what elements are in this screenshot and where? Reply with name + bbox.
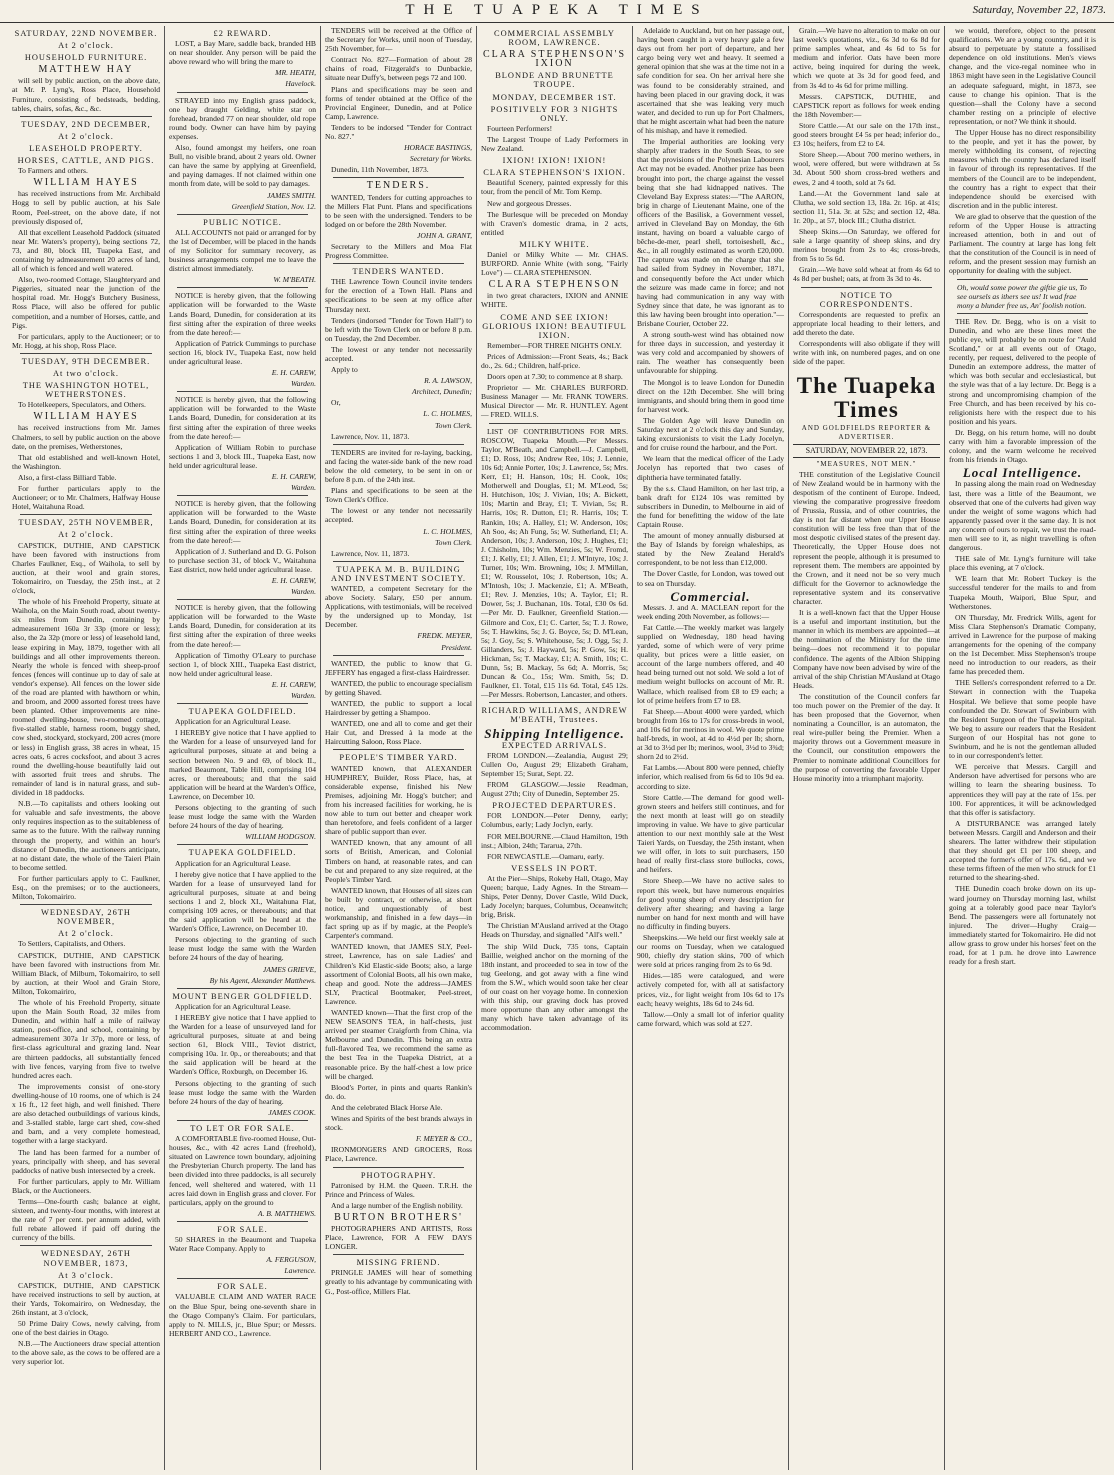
paragraph: Hides.—185 were catalogued, and were actively competed for, with all at satisfactory prices, viz., for light weight from 10s 6d to 17s each; heavy weights, 18s 6d to 24s 6d. — [637, 971, 784, 1008]
signature: JAMES COOK. — [268, 1107, 316, 1117]
paragraph: PHOTOGRAPHERS AND ARTISTS, Ross Place, Lawrence, FOR A FEW DAYS LONGER. — [325, 1223, 472, 1252]
paragraph: Correspondents will also obligate if they will write with ink, on numbered pages, and on one side of the paper. — [793, 339, 940, 367]
heading: TENDERS WANTED. — [352, 267, 445, 277]
paragraph: Fat Sheep.—About 4000 were yarded, which brought from 16s to 17s for cross-breds in wool, and 10s 6d for merinos in wool. We quote prime half-breds, in wool, at 4d to 4½d per lb; shorn, at 3d to 3½d per lb; merinos, wool, 3½d to 3¾d; shorn 2d to 2½d. — [637, 706, 785, 762]
divider — [20, 1245, 152, 1246]
paragraph: The Mongol is to leave London for Dunedin direct on the 12th December. She will bring immigrants, and should bring them in good time for harvest work. — [637, 377, 784, 414]
signature: Town Clerk. — [435, 537, 472, 547]
heading: MONDAY, DECEMBER 1ST. — [492, 92, 617, 102]
heading: MILKY WHITE. — [519, 239, 590, 249]
paragraph: Adelaide to Auckland, but on her passage out, having been caught in a very heavy gale a few days out from her port of departure, and her cargo being very wet and heavy. It seemed a general opinion that she was at the time not in a safe condition for sea. On her arrival here she was found to be considerably strained, and having been placed in our graving dock, it was ascertained that she was leaking very much water, and decided to run up for Port Chalmers, that he might ascertain what had been the nature of his mishap, and have it remedied. — [637, 26, 784, 136]
paragraph: Plans and specifications may be seen and forms of tender obtained at the Office of the Provincial Engineer, Dunedin, and at Police Camp, Lawrence. — [325, 84, 472, 121]
paragraph: THE Dunedin coach broke down on its up-ward journey on Thursday morning last, whilst going at a tolerably good pace near Taylor's Bend. The passengers were all fortunately not injured. The driver—Hughy Craig—immediately started for Tokomairiro. He did not allow grass to grow under his horses' feet on the road, for at 1 p.m. he drove into Lawrence ready for a fresh start. — [949, 884, 1096, 967]
heading: FOR SALE. — [217, 1224, 268, 1234]
heading: At 2 o'clock. — [58, 530, 114, 540]
signature: Architect, Dunedin; — [411, 387, 472, 397]
paragraph: Application for an Agricultural Lease. — [175, 858, 291, 868]
heading: TUESDAY, 25TH NOVEMBER, — [18, 518, 154, 528]
heading: TUAPEKA GOLDFIELD. — [188, 848, 297, 858]
column-2 — [164, 26, 320, 1470]
paragraph: The amount of money annually disbursed at the Bay of Islands by foreign whaleships, as stated by the New Zealand Herald's correspondent, to be not less than £12,000. — [637, 531, 784, 568]
paragraph: In passing along the main road on Wednesday last, there was a little of the Beaumont, we observed that one of the culverts had given way under the weight of some wagons which had apparently passed over it the same day. It is not any concern of ours to repair, we trust the road-men will see to it, as night travelling is often dangerous. — [949, 479, 1096, 553]
paragraph: Also, found amongst my heifers, one roan Bull, no visible brand, about 2 years old. Owner can have the same by applying at Greenfield, and paying damages. If not claimed within one month from date, will be sold to pay damages. — [169, 143, 316, 189]
paragraph: The land has been farmed for a number of years, principally with sheep, and has several paddocks of native bush intersected by a creek. — [12, 1147, 160, 1175]
heading: VESSELS IN PORT. — [511, 863, 598, 873]
display-heading: CLARA STEPHENSON — [488, 279, 621, 291]
heading: WEDNESDAY, 26TH NOVEMBER, — [41, 908, 131, 927]
paragraph: 50 Prime Dairy Cows, newly calving, from one of the best dairies in Otago. — [12, 1319, 160, 1338]
heading: PHOTOGRAPHY. — [360, 1170, 437, 1180]
heading: At 2 o'clock. — [58, 41, 114, 51]
divider — [333, 263, 464, 264]
paragraph: Grain.—We have no alteration to make on our last week's quotations, viz., 6s 3d to 6s 8d for prime samples wheat, and 4s 6d to 5s for medium and inferior. Oats have been more active, being inquired for during the week, which we quote at 3s 3d for good feed, and from 3s 4d to 4s 6d for prime milling. — [793, 26, 940, 90]
paragraph: The Christian M'Ausland arrived at the Otago Heads on Thursday, and signalled "All's well." — [481, 921, 628, 940]
paragraph: To Hotelkeepers, Speculators, and Others. — [18, 400, 146, 410]
paragraph: TENDERS will be received at the Office of the Secretary for Works, until noon of Tuesday, 25th November, for— — [325, 26, 472, 54]
divider — [177, 495, 308, 496]
paragraph: Fat Lambs.—About 800 were penned, chiefly inferior, which realised from 6s 6d to 10s 9d ea. according to size. — [637, 763, 784, 791]
heading: WEDNESDAY, 26TH NOVEMBER, 1873, — [41, 1249, 131, 1268]
paragraph: Persons objecting to the granting of such lease must lodge the same with the Warden before 24 hours of the day of hearing. — [169, 803, 316, 831]
heading: HOUSEHOLD FURNITURE. — [24, 53, 148, 63]
newspaper-title: THE TUAPEKA TIMES — [405, 2, 709, 18]
signature: L. C. HOLMES, — [423, 526, 472, 536]
paragraph: TENDERS are invited for re-laying, backing, and facing the water-side bank of the new road below the old cemetery, to be sent in on or before 8 p.m. of the 24th inst. — [325, 447, 472, 485]
heading: HORSES, CATTLE, AND PIGS. — [17, 156, 155, 166]
paragraph: LIST OF CONTRIBUTIONS FOR MRS. ROSCOW, Tuapeka Mouth.—Per Messrs. Taylor, M'Beath, and Campbell.—J. Campbell, £1; D. Ross, 10s; Andrew Ree, 10s; J. Lennie, 10s 6d; Annie Porter, 10s; J. Lawrence, 5s; Mrs. Kerr, £1; H. Hanson, 10s; H. Cook, 10s; Motherwell and Douglas, £1; M. M'Leod, 5s; H. Hutchison, 10s; J. Vivian, 10s; A. Bickett, 10s; Martin and Bray, £1; T. Vivian, 5s; R. Harris, 10s; R. Dutton, £1; R. Harris, 10s; T. Rankin, 10s; A. Halley, £1; W. Anderson, 10s; Ah Soo, 4s; Ah Fung, 5s; W. Sutherland, £1; A. Anderson, 10s; J. Anderson, 10s; J. Hughes, £1; J. Chisholm, 10s; Wm. Menzies, 5s; W. Fromd, £1; J. Kelly, £1; J. Allen, £1; J. M'Intyre, 10s; J. Turner, 10s; Wm. Browning, 10s; J. M'Millan, £1; W. Rousselot, 10s; J. Robertson, 10s; A. M'Intosh, 10s; J. Mackenzie, £1; A. M'Beath, £1; Rev. J. Menzies, 10s; A. Taylor, £1; R. Dower, 5s; J. Buchanan, 10s. Total, £30 0s 6d.—Per Mr. D. Faulkner, Greenfield Station.—Gilmore and Cox, £1; C. Carter, 5s; T. J. Rowe, 5s; T. Hawkins, 5s; J. G. Boyce, 5s; D. M'Lean, 5s; J. Goy, 5s; S. Whitehouse, 5s; J. Ogg, 5s; J. Gillanders, 5s; J. Hayward, 5s; P. Gow, 5s; H. Hickman, 5s; T. Mackay, £1; A. Smith, 10s; C. Dunn, 5s; B. Mackay, 5s 6d; A. Morris, 5s; Duncan & Co., 15s; Wm. Smith, 5s; D. Faulkner, £1. Total, £15 11s 6d. Total, £45 12s.—Per Messrs. Robertson, Lancaster, and others. — [481, 426, 628, 700]
paragraph: Patronised by H.M. the Queen. T.R.H. the Prince and Princess of Wales. — [325, 1180, 472, 1199]
heading: POSITIVELY FOR 3 NIGHTS ONLY. — [490, 104, 619, 123]
paragraph: Tenders (indorsed "Tender for Town Hall") to be left with the Town Clerk on or before 8 p.m. on Tuesday, the 2nd December. — [325, 315, 472, 343]
paragraph: The Burlesque will be preceded on Monday with Craven's domestic drama, in 2 acts, entitled — [481, 209, 628, 237]
column-grid — [8, 26, 1108, 1470]
paragraph: WANTED known—That the first crop of the NEW SEASON'S TEA, in half-chests, just arrived per steamer Craigforth from China, via Melbourne and Dunedin. This being an extra full-flavored Tea, we recommend the same as the best Tea in the Tuapeka District, at a reasonable price. By the half-chest a low price will be charged. — [325, 1008, 472, 1081]
paragraph: THE Lawrence Town Council invite tenders for the erection of a Town Hall. Plans and specifications to be seen at my office after Thursday next. — [325, 277, 472, 314]
divider — [177, 1120, 308, 1121]
paragraph: THE sale of Mr. Lyng's furniture will take place this evening, at 7 o'clock. — [949, 554, 1096, 573]
paragraph: The Imperial authorities are looking very sharply after traders in the South Seas, to see that the provisions of the Polynesian Labourers Act may not be evaded. Another prize has been brought into port, the charge against the vessel being that she had kidnapped natives. The Cleveland Bay Express states:—"The AARON, brig in charge of Lieutenant Maine, one of the officers of the Basilisk, a Government vessel, arrived in Cleveland Bay on Monday, the 6th instant, having on board a valuable cargo of bêche-de-mer, pearl shell, tortoiseshell, &c., &c., in all roughly estimated as worth £20,000. The capture was made on the charge that she had sailed from Sydney in November, 1871, and consequently before the Act under which the seizure was made came in force; and not having had communication in any way with Sydney since that date, he was ignorant as to this law having been brought into operation."—Brisbane Courier, October 22. — [637, 137, 784, 328]
paragraph: WANTED known, that Houses of all sizes can be built by contract, or otherwise, at short notice, and unquestionably of best workmanship, and finished in a few days—in fact spring up as if by magic, at the People's Carpenter's command. — [325, 885, 472, 941]
paragraph: WANTED known, that ALEXANDER HUMPHREY, Builder, Ross Place, has, at considerable expense, finished his New Premises, adjoining Mr. Hogg's butcher; and from his increased facilities for working, he is now able to turn out better and cheaper work than heretofore, and feels confident of a larger share of public support than ever. — [325, 763, 472, 837]
section-heading: Local Intelligence. — [962, 465, 1083, 481]
heading: MOUNT BENGER GOLDFIELD. — [172, 991, 313, 1001]
editorial-date: SATURDAY, NOVEMBER 22, 1873. — [793, 444, 940, 457]
paragraph: The lowest or any tender not necessarily accepted. — [325, 506, 472, 525]
paragraph: NOTICE is hereby given, that the following application will be forwarded to the Waste Lands Board, Dunedin, for consideration at its first sitting after the expiration of three weeks from the date hereof:— — [169, 603, 316, 649]
paragraph: Doors open at 7.30; to commence at 8 sharp. — [487, 372, 623, 382]
paragraph: N.B.—To capitalists and others looking out for valuable and safe investments, the above only requires inspection as to the suitableness of same as to the future. With the railway running through the property, and within an hour's distance of Dunedin, the auctioneers anticipate, at no distant date, the whole of the Taieri Plain to become settled. — [12, 799, 160, 872]
paragraph: And the celebrated Black Horse Ale. — [331, 1102, 443, 1112]
paragraph: A strong south-west wind has obtained now for three days in succession, and yesterday it was very cold and accompanied by showers of rain. The weather has consequently been unfavourable for shipping. — [637, 330, 784, 376]
heading: PROJECTED DEPARTURES. — [492, 801, 617, 811]
paragraph: The Golden Age will leave Dunedin on Saturday next at 2 o'clock this day and Sunday, taking excursionists to visit the Lady Jocelyn, and for cruise round the harbour, and the Port. — [637, 415, 784, 453]
paragraph: FOR NEWCASTLE.—Oamaru, early. — [487, 851, 604, 861]
section-heading: Shipping Intelligence. — [484, 725, 625, 741]
heading: At 3 o'clock. — [58, 1270, 114, 1280]
signature: W. M'BEATH. — [273, 275, 316, 285]
paragraph: Tenders to be indorsed "Tender for Contract No. 827." — [325, 122, 472, 142]
heading: BLONDE AND BRUNETTE TROUPE. — [495, 71, 614, 90]
paragraph: The ship Wild Duck, 735 tons, Captain Baillie, weighed anchor on the morning of the 18th instant, and proceeded to sea in tow of the tug Geelong, and got away with a fine wind from the S.W., which would soon take her clear of our coast on her voyage home. In connexion with this ship, our graving dock has proved more opportune than any other amongst the many which have taken advantage of its accommodation. — [481, 941, 628, 1033]
paragraph: By the s.s. Claud Hamilton, on her last trip, a bank draft for £124 10s was remitted by subscribers in Dunedin, to Melbourne in aid of the fund for benefitting the widow of the late Captain Rouse. — [637, 483, 784, 529]
paragraph: To Settlers, Capitalists, and Others. — [18, 939, 126, 949]
paragraph: Lawrence, Nov. 11, 1873. — [331, 548, 410, 558]
paragraph: NOTICE is hereby given, that the following application will be forwarded to the Waste Lands Board, Dunedin, for consideration at its first sitting after the expiration of three weeks from the date hereof:— — [169, 291, 316, 337]
signature: E. H. CAREW, — [271, 679, 316, 689]
signature: Lawrence. — [284, 1266, 316, 1276]
paragraph: All that excellent Leasehold Paddock (situated near Mr. Waters's property), being sections 72, 73, and 80, block III, Tuapeka East, and containing by admeasurement 20 acres of land, all of which is fenced and well watered. — [12, 227, 160, 274]
divider — [20, 514, 152, 515]
paragraph: Contract No. 827—Formation of about 28 chains of road, Fitzgerald's to Dunbackie, situate near Duffy's, between pegs 72 and 100. — [325, 55, 472, 83]
paragraph: Store Sheep.—We have no active sales to report this week, but have numerous enquiries for good young sheep of every description for delivery after shearing; and having a large number on hand for next month and will have no difficulty in finding buyers. — [637, 876, 784, 931]
paragraph: New and gorgeous Dresses. — [487, 198, 572, 208]
paragraph: We are glad to observe that the question of the reform of the Upper House is attracting increased attention, both in and out of Parliament. The country at large has long felt that the constitution of the Council is in need of reform, and the present session may furnish an opportunity for dealing with the subject. — [949, 211, 1096, 276]
divider — [333, 1254, 464, 1255]
signature: Warden. — [291, 483, 316, 493]
paragraph: Application for an Agricultural Lease. — [175, 1001, 291, 1011]
paragraph: WANTED, the public to encourage specialism by getting Shaved. — [325, 678, 472, 697]
paragraph: Wines and Spirits of the best brands always in stock. — [325, 1114, 472, 1133]
paragraph: Application for an Agricultural Lease. — [175, 717, 291, 727]
paragraph: WANTED, a competent Secretary for the above Society. Salary, £50 per annum. Applications, with testimonials, will be received by the undersigned up to Monday, 1st December. — [325, 583, 472, 630]
heading: FOR SALE. — [217, 1282, 268, 1292]
heading: At 2 o'clock. — [58, 131, 114, 141]
paragraph: Beautiful Scenery, painted expressly for this tour, from the pencil of Mr. Tom Kemp. — [481, 178, 628, 197]
divider — [333, 655, 464, 656]
heading: TUAPEKA GOLDFIELD. — [188, 707, 297, 717]
paragraph: The lowest or any tender not necessarily accepted. — [325, 344, 472, 363]
signature: FREDK. MEYER, — [417, 631, 472, 641]
paragraph: THE Sellers's correspondent referred to a Dr. Stewart in connection with the Tuapeka Hospital. We believe that some people have confounded the Dr. Stewart of Swinburn with the Resident Surgeon of the Tuapeka Hospital. We beg to assure our readers that the Resident Surgeon of our Hospital has not gone to Swinburn, and he is not the gentleman alluded to in our correspondent's letter. — [949, 678, 1096, 761]
heading: TUESDAY, 9TH DECEMBER. — [21, 356, 151, 366]
signature: E. H. CAREW, — [271, 368, 316, 378]
editorial-masthead-title: The Tuapeka Times — [796, 373, 937, 423]
display-heading: WILLIAM HAYES — [33, 177, 139, 189]
heading: IXION! IXION! IXION! — [502, 156, 607, 166]
paragraph: Persons objecting to the granting of such lease must lodge the same with the Warden before 24 hours of the day of hearing. — [169, 1078, 316, 1106]
paragraph: The whole of his Freehold Property, situate upon the Main South Road, 32 miles from Dunedin, and within half a mile of railway station, post-office, and school, containing by admeasurement 307a 1r 37p, more or less, of first-class agricultural and grazing land. Near are thirteen paddocks, all substantially fenced with live fences, varying from five to twelve hundred acres each. — [12, 998, 160, 1080]
signature: JAMES GRIEVE, — [262, 964, 316, 974]
paragraph: Apply to — [331, 365, 358, 375]
signature: President. — [441, 642, 472, 652]
paragraph: THE Rev. Dr. Begg, who is on a visit to Dunedin, and who are these lines meet the public eye, will probably be on route for "Auld Scotland," or at all events out of Otago, recently, per request, delivered to the people of Dunedin an extempore address, the matter of which was both secular and ecclesiastical, but the style was that of a lay lecture. Dr. Begg is a strong and uncompromising champion of the Free Church, and has been received by his co-religionists here with the respect due to his position and his years. — [949, 316, 1096, 426]
display-heading: TENDERS. — [366, 180, 431, 192]
signature: JAMES SMITH. — [267, 190, 316, 200]
paragraph: FROM LONDON.—Zealandia, August 29; Cullen Oo, August 29; Elizabeth Graham, September 15; Surat, Sept. 22. — [481, 750, 628, 778]
paragraph: The Dover Castle, for London, was towed out to sea on Thursday. — [637, 569, 784, 588]
paragraph: Terms—One-fourth cash; balance at eight, sixteen, and twenty-four months, with interest at the rate of 7 per cent. per annum added, with full rebate allowed if paid off during the currency of the bills. — [12, 1196, 160, 1243]
column-4 — [476, 26, 632, 1470]
paragraph: WANTED, Tenders for cutting approaches to the Millers Flat Punt. Plans and specifications to be seen with the undersigned. Tenders to be lodged on or before the 28th November. — [325, 192, 472, 229]
paragraph: NOTICE is hereby given, that the following application will be forwarded to the Waste Lands Board, Dunedin, for consideration at its first sitting after the expiration of three weeks from the date hereof:— — [169, 499, 316, 545]
paragraph: Grain.—We have sold wheat at from 4s 6d to 4s 8d per bushel; oats, at from 3s 3d to 4s. — [793, 265, 940, 284]
paragraph: The Largest Troupe of Lady Performers in New Zealand. — [481, 134, 628, 154]
paragraph: Remember—FOR THREE NIGHTS ONLY. — [487, 340, 622, 350]
paragraph: Application of J. Sutherland and D. G. Polson to purchase section 31, of block V., Waitahuna East district, now held under agricultural lease. — [169, 546, 316, 574]
signature: Warden. — [291, 379, 316, 389]
paragraph: And a large number of the English nobility. — [331, 1200, 463, 1210]
divider — [177, 287, 308, 288]
divider — [20, 353, 152, 354]
signature: Warden. — [291, 587, 316, 597]
paragraph: ALL ACCOUNTS not paid or arranged for by the 1st of December, will be placed in the hands of my Solicitor for summary recovery, as business arrangements compel me to leave the district almost immediately. — [169, 227, 316, 274]
paragraph: For further particulars apply to the Auctioneer; or to Mr. Chalmers, Halfway House Hotel, Waitahuna Road. — [12, 484, 160, 512]
heading: NOTICE TO CORRESPONDENTS. — [819, 290, 914, 309]
masthead — [0, 0, 1114, 23]
heading: TUAPEKA M. B. BUILDING AND INVESTMENT SOCIETY. — [330, 564, 467, 583]
display-heading: BURTON BROTHERS' — [334, 1211, 463, 1223]
heading: CLARA STEPHENSON'S IXION. — [483, 168, 626, 178]
paragraph: WE perceive that Messrs. Cargill and Anderson have advertised for persons who are willing to learn the shearing business. To apprentices they will pay at the rate of 15s. per 100. For apprentices, it will be acknowledged that this offer is satisfactory. — [949, 762, 1096, 817]
paragraph: Or, — [331, 398, 341, 408]
issue-date: Saturday, November 22, 1873. — [972, 4, 1106, 16]
paragraph: has received instructions from Mr. James Chalmers, to sell by public auction on the above date, on the premises, Wetherstones, — [12, 423, 160, 451]
paragraph: WANTED, one and all to come and get their Hair Cut, and Dressed à la mode at the Haircutting Saloon, Ross Place. — [325, 719, 472, 747]
divider — [20, 116, 152, 117]
divider — [177, 844, 308, 845]
divider — [333, 177, 464, 178]
paragraph: WANTED, the public to support a local Hairdresser by getting a Shampoo. — [325, 699, 472, 718]
column-1 — [8, 26, 164, 1470]
signature: L. C. HOLMES, — [423, 409, 472, 419]
paragraph: Sheep Skins.—On Saturday, we offered for sale a large quantity of sheep skins, and dry merinos brought from 2s to 4s; cross-breds, from 5s to 5s 6d. — [793, 226, 940, 264]
paragraph: It is a well-known fact that the Upper House is a useful and important institution, but the manner in which its members are appointed—at the nomination of the Ministry for the time being—does not recommend it to popular confidence. The agents of the Albion Shipping Company have now been advised by wire of the arrival of the ship Christian M'Ausland at Otago Heads. — [793, 608, 940, 690]
heading: THE WASHINGTON HOTEL, WETHERSTONES. — [22, 381, 150, 400]
paragraph: 50 SHARES in the Beaumont and Tuapeka Water Race Company. Apply to — [169, 1234, 316, 1254]
section-heading: Commercial. — [670, 588, 751, 604]
divider — [333, 749, 464, 750]
paragraph: Daniel or Milky White — Mr. CHAS. BURFORD. Annie White (with song, "Fairly Love") — CLARA STEPHENSON. — [481, 249, 628, 278]
paragraph: Dr. Begg, on his return home, will no doubt carry with him a favorable impression of the colony, and the warm welcome he received from his friends in Otago. — [949, 427, 1096, 465]
divider — [20, 904, 152, 905]
paragraph: Proprietor — Mr. CHARLES BURFORD. Business Manager — Mr. FRANK TOWERS. Musical Director — Mr. R. HUNTLEY. Agent — FRED. WILLS. — [481, 383, 628, 420]
paragraph: THE constitution of the Legislative Council of New Zealand would be in harmony with the despotism of the continent of Europe. Indeed, viewing the comparative progressive freedom of Prussia, Russia, and of other countries, the day is not far distant when our Upper House constitution will be less free than that of the most despotic civilised states of the present day. Theoretically, the Upper House does not represent the people, although it is presumed to represent them. The members are appointed by the Crown, and it need not be so very much difficult for the Governor to acknowledge the representative system and its conservative character. — [793, 469, 940, 606]
paragraph: Fat Cattle.—The weekly market was largely supplied on Wednesday, 180 head having yarded, some of which were of very prime quality, but prices were a little easier, on account of the large numbers offered, and 40 head being turned out not sold. We sold a lot of medium weight bullocks on account of Mr. R. Wallace, which realised from £8 to £9 each; a lot of prime heifers from £7 to £8. — [637, 622, 784, 705]
paragraph: For particulars, apply to the Auctioneer; or to Mr. Hogg, at his shop, Ross Place. — [12, 331, 160, 350]
column-6 — [788, 26, 944, 1470]
paragraph: The improvements consist of one-story dwelling-house of 10 rooms, one of which is 24 x 16 ft., 12 feet high, and well finished. There are also detached outbuildings of various kinds, and 3-stalled stable, large cart shed, cow-shed and barn, and a very complete homestead, together with a large stackyard. — [12, 1081, 160, 1146]
signature: JOHN A. GRANT, — [417, 230, 472, 240]
display-heading: CLARA STEPHENSON'S IXION — [482, 49, 627, 70]
paragraph: N.B.—The Auctioneers draw special attention to the above sale, as the cows to be offered are a very superior lot. — [12, 1339, 160, 1367]
paragraph: we would, therefore, object to the present qualifications. We are a young country, and it is absurd to perpetuate by statute a fossilised dependence on old institutions. Men's views change, and the vice-regal nominee who in 1863 might have seen in the Legislative Council an adequate safeguard, might, in 1873, see cause to change his opinion. That is the question—shall the Colony have a second chamber resting on a principle of elective representation, or not? We think it should. — [949, 26, 1096, 126]
paragraph: has received instructions from Mr. Archibald Hogg to sell by public auction, at his Sale Room, Peel-street, on the above date, if not previously disposed of, — [12, 189, 160, 226]
paragraph: LOST, a Bay Mare, saddle back, branded HB on near shoulder. Any person will be paid the above reward who will bring the mare to — [169, 39, 316, 67]
paragraph: WE learn that Mr. Robert Tuckey is the successful tenderer for the mails to and from Tuapeka Mouth, Waipori, Blue Spur, and Wetherstones. — [949, 574, 1096, 611]
divider — [177, 92, 308, 93]
paragraph: WANTED, the public to know that G. JEFFERY has engaged a first-class Hairdresser. — [325, 658, 472, 677]
paragraph: The constitution of the Council confers far too much power on the Premier of the day. It has been proposed that the Governor, when nominating a Councillor, is an automaton, the real wire-puller being the Premier. When a majority throws out a Government measure in the Council, our constitution empowers the Premier to nominate additional Councillors for the purpose of converting the favorable Upper House minority into a triumphant majority. — [793, 691, 940, 783]
paragraph: PRINGLE JAMES will hear of something greatly to his advantage by communicating with G., Post-office, Millers Flat. — [325, 1268, 472, 1296]
signature: Town Clerk. — [435, 420, 472, 430]
signature: R. A. LAWSON, — [424, 376, 472, 386]
paragraph: FOR LONDON.—Peter Denny, early; Columbus, early; Lady Joclyn, early. — [481, 811, 628, 830]
divider — [489, 423, 620, 424]
paragraph: Store Sheep.—About 700 merino wethers, in wool, were offered, but were withdrawn at 5s 3d. About 500 shorn cross-bred wethers and ewes, 2 and 4 tooth, sold at 7s 6d. — [793, 150, 940, 187]
paragraph: CAPSTICK, DUTHIE, AND CAPSTICK have received instructions to sell by auction, at their Yards, Tokomairiro, on Wednesday, the 26th instant, at 3 o'clock, — [12, 1280, 160, 1317]
display-heading: MATTHEW HAY — [38, 64, 134, 76]
paragraph: FROM GLASGOW.—Jessie Readman, August 27th; City of Dunedin, September 25. — [481, 780, 628, 799]
paragraph: in two great characters, IXION and ANNIE WHITE. — [481, 291, 628, 310]
heading: SATURDAY, 22ND NOVEMBER. — [14, 29, 158, 38]
verse-quote: Oh, would some power the giftie gie us, To see oursels as ithers see us! It wad frae mony a blunder free us, An' foolish notion. — [957, 282, 1087, 310]
paragraph: Messrs. CAPSTICK, DUTHIE, and CAPSTICK report as follows for week ending the 18th November:— — [793, 91, 940, 119]
paragraph: The whole of his Freehold Property, situate at Waihola, on the Main South road, about twenty-six miles from Dunedin, containing by admeasurement 160a 3r 33p (more or less); also, the 2a 32p (more or less) of leasehold land, lease expiring in May, 1879, together with all buildings and all other improvements thereon. Nearly the whole is fenced with sheep-proof fences (fences will continue up to day of sale at vendor's expense). All fences on the lower side of the road are planted with hawthorn or whin, and broom, and 2000 assorted forest trees have been planted. Other improvements are nine-roomed dwelling-house, two-roomed cottage, five-stalled stable, harness room, buggy shed, cow shed, stockyard, stockyard, 200 acres (more or less) in English grass, 38 acres in wheat, 15 acres oats, 6 acres cocksfoot, and about 3 acres round the dwelling-house beautifully laid out with assorted fruit trees and shrubs. The remainder of land is in natural grass, and sub-divided in 18 paddocks. — [12, 597, 160, 798]
paragraph: Persons objecting to the granting of such lease must lodge the same with the Warden before 24 hours of the day of hearing. — [169, 935, 316, 963]
column-5 — [632, 26, 788, 1470]
paragraph: WANTED known, that JAMES SLY, Peel-street, Lawrence, has on sale Ladies' and Children's Kid Elastic-side Boots; also, a large assortment of Colonial Boots, all his own make, cheap and good. Note the address—JAMES SLY, Practical Bootmaker, Peel-street, Lawrence. — [325, 942, 472, 1006]
paragraph: I HEREBY give notice that I have applied to the Warden for a lease of unsurveyed land for agricultural purposes, situate at and being a section between No. 9 and 69, of block II., marked Beaumont, Table Hill, comprising 104 acres, or thereabouts; and that the said application will be heard at the Warden's Office, Lawrence, on December 10. — [169, 728, 316, 801]
paragraph: Application of Timothy O'Leary to purchase section 1, of block XIII., Tuapeka East district, now held under agricultural lease. — [169, 650, 316, 678]
paragraph: For further particulars, apply to Mr. William Black, or the Auctioneers. — [12, 1176, 160, 1195]
editorial-masthead-subtitle: "MEASURES, NOT MEN." — [816, 459, 917, 468]
heading: EXPECTED ARRIVALS. — [501, 740, 608, 750]
divider — [177, 599, 308, 600]
column-7 — [944, 26, 1100, 1470]
paragraph: I HEREBY give notice that I have applied to the Warden for a lease of unsurveyed land for agricultural purposes, situate at and being section 61, Block VIII., Teviot district, comprising 10a. 1r. 0p., or thereabouts; and that the said application will be heard at the Warden's Office, Roxburgh, on December 16. — [169, 1012, 316, 1077]
paragraph: The Upper House has no direct responsibility to the people, and yet it has the power, by merely withholding its consent, of rejecting measures which the country has declared itself in favour of through its representatives. If the members of the Council are to be independent, the country has a right to expect that their independence should be exercised with discretion and in the public interest. — [949, 128, 1096, 210]
paragraph: A DISTURBANCE was arranged lately between Messrs. Cargill and Anderson and their shearers. The latter withdrew their stipulation that they should get £1 per 100 sheep, and accepted the former's offer of 17s. 6d., and we these terms fifteen of the men who struck for £1 returned to the shearing-shed. — [949, 818, 1096, 883]
paragraph: That old established and well-known Hotel, the Washington. — [12, 452, 160, 471]
signature: Havelock. — [285, 79, 316, 89]
column-3 — [320, 26, 476, 1470]
heading: COME AND SEE IXION! GLORIOUS IXION! BEAUTIFUL IXION. — [482, 312, 627, 340]
signature: A. FERGUSON, — [266, 1255, 316, 1265]
paragraph: Prices of Admission:—Front Seats, 4s.; Back do., 2s. 6d.; Children, half-price. — [481, 351, 628, 370]
paragraph: Land.—At the Government land sale at Clutha, we sold section 13, 18a. 2r. 16p. at 41s; section 11, 51a. 3r. at 52s; and section 12, 48a. 1r. 20p., at 57, block III.; Clutha district. — [793, 188, 940, 225]
heading: LEASEHOLD PROPERTY. — [29, 143, 143, 153]
heading: COMMERCIAL ASSEMBLY ROOM, LAWRENCE. — [494, 29, 615, 48]
paragraph: Sheepskins.—We held our first weekly sale at our rooms on Tuesday, when we catalogued 900, chiefly dry station skins, 700 of which were sold at prices ranging from 2s to 6s 9d. — [637, 933, 784, 970]
divider — [333, 561, 464, 562]
paragraph: Also, a first-class Billiard Table. — [18, 472, 117, 482]
heading: At two o'clock. — [52, 369, 120, 378]
paragraph: For further particulars apply to C. Faulkner, Esq., on the premises; or to the auctioneers, Milton, Tokomairiro. — [12, 873, 160, 902]
paragraph: Dunedin, 11th November, 1873. — [331, 165, 429, 175]
divider — [801, 287, 932, 288]
divider — [489, 702, 620, 703]
signature: WILLIAM HODGSON. — [245, 832, 316, 842]
divider — [957, 279, 1088, 280]
paragraph: Application of Patrick Cummings to purchase section 16, block IV., Tuapeka East, now held under agricultural lease. — [169, 338, 316, 366]
signature: Secretary for Works. — [409, 154, 472, 164]
paragraph: Also, two-roomed Cottage, Slaughteryard and Piggeries, situated near the junction of the hospital road. Mr. Hogg's Butchery Business, Ross Place, will also be offered for public competition, and a number of Horses, cattle, and Pigs. — [12, 275, 160, 330]
divider — [177, 988, 308, 989]
paragraph: Secretary to the Millers and Moa Flat Progress Committee. — [325, 241, 472, 261]
divider — [333, 1167, 464, 1168]
paragraph: NOTICE is hereby given, that the following application will be forwarded to the Waste Lands Board, Dunedin, for consideration at its first sitting after the expiration of three weeks from the date hereof:— — [169, 395, 316, 441]
paragraph: Blood's Porter, in pints and quarts Rankin's do. do. — [325, 1082, 472, 1101]
heading: TUESDAY, 2ND DECEMBER, — [21, 119, 151, 129]
paragraph: At the Pier—Ships, Rokeby Hall, Otago, May Queen; barque, Lady Agnes. In the Stream—Ships, Peter Denny, Dover Castle, Wild Duck, Lady Jocelyn; barques, Columbus, Oceanwitch; brig, Brisk. — [481, 873, 628, 920]
paragraph: A COMFORTABLE five-roomed House, Out-houses, &c., with 42 acres Land (freehold), situated on Lawrence town boundary, adjoining the Presbyterian Church property. The land has been divided into three paddocks, is all securely fenced, well sheltered and watered, with 11 acres laid down in English grass and clover. For particulars, apply on the ground to — [169, 1134, 316, 1207]
paragraph: VALUABLE CLAIM AND WATER RACE on the Blue Spur, being one-seventh share in the Otago Company's Claim. For particulars, apply to N. MILLS, jr., Blue Spur; or Messrs. HERBERT AND CO., Lawrence. — [169, 1292, 316, 1338]
signature: A. B. MATTHEWS. — [257, 1208, 316, 1218]
divider — [957, 313, 1088, 314]
divider — [177, 1221, 308, 1222]
heading: At 2 o'clock. — [58, 929, 114, 939]
paragraph: ON Thursday, Mr. Fredrick Wills, agent for Miss Clara Stephenson's Dramatic Company, arrived in Lawrence for the purpose of making arrangements for the opening of the company on the 1st December. Miss Stephenson's troupe need no introduction to our readers, as their fame has preceded them. — [949, 612, 1096, 677]
paragraph: We learn that the medical officer of the Lady Jocelyn has reported that two cases of diphtheria have terminated fatally. — [637, 454, 784, 482]
paragraph: Tallow.—Only a small lot of inferior quality came forward, which was sold at £27. — [637, 1009, 784, 1028]
paragraph: Plans and specifications to be seen at the Town Clerk's Office. — [325, 486, 472, 505]
heading: PEOPLE'S TIMBER YARD. — [339, 753, 458, 763]
signature: MR. HEATH, — [275, 68, 316, 78]
paragraph: CAPSTICK, DUTHIE, AND CAPSTICK have been favored with instructions from Charles Faulkner, Esq., of Waihola, to sell by auction, at their wool and grain stores, Tokomairiro, on Tuesday, the 25th inst., at 2 o'clock, — [12, 540, 160, 595]
paragraph: STRAYED into my English grass paddock, one bay draught Gelding, white star on forehead, branded 77 on near shoulder, old rope round body. Owner can have him by paying expenses. — [169, 95, 316, 141]
signature: E. H. CAREW, — [271, 472, 316, 482]
signature: Greenfield Station, Nov. 12. — [231, 201, 316, 211]
paragraph: Application of William Robin to purchase sections 1 and 3, block III., Tuapeka East, now held under agricultural lease. — [169, 442, 316, 470]
paragraph: WANTED known, that any amount of all sorts of British, American, and Colonial Timbers on hand, at reasonable rates, and can be cut and prepared to any size required, at the People's Timber Yard. — [325, 838, 472, 884]
divider — [177, 1278, 308, 1279]
signature: F. MEYER & CO., — [416, 1134, 472, 1144]
paragraph: CAPSTICK, DUTHIE, AND CAPSTICK have been favored with instructions from Mr. William Black, of Milburn, Tokomairiro, to sell by auction, at their Wool and Grain Store, Milton, Tokomairiro, — [12, 950, 160, 996]
paragraph: Messrs. J. and A. MACLEAN report for the week ending 20th November, as follows:— — [637, 602, 784, 621]
divider — [177, 214, 308, 215]
paragraph: IRONMONGERS AND GROCERS, Ross Place, Lawrence. — [325, 1145, 472, 1164]
editorial-masthead-subtitle: AND GOLDFIELDS REPORTER & ADVERTISER. — [801, 424, 932, 442]
heading: TO LET OR FOR SALE. — [190, 1123, 295, 1133]
paragraph: Store Cattle.—The demand for good well-grown steers and heifers still continues, and for the next month at least will go on steadily improving in value. We have to give particular attention to our next monthly sale at the West Taieri Yards, on Tuesday, the 25th instant, when we will offer, in lots to suit purchasers, 150 head of really first-class store bullocks, cows, and heifers. — [637, 792, 784, 875]
signature: Warden. — [291, 691, 316, 700]
paragraph: Lawrence, Nov. 11, 1873. — [331, 431, 410, 441]
signature: E. H. CAREW, — [271, 575, 316, 585]
divider — [333, 444, 464, 445]
display-heading: WILLIAM HAYES — [33, 411, 139, 423]
signature: HORACE BASTINGS, — [404, 143, 472, 153]
signature: By his Agent, Alexander Matthews. — [209, 975, 316, 985]
heading: MISSING FRIEND. — [356, 1258, 441, 1268]
heading: £2 REWARD. — [213, 29, 272, 38]
paragraph: To Farmers and others. — [18, 166, 88, 176]
paragraph: Fourteen Performers! — [487, 123, 553, 133]
paragraph: Correspondents are requested to prefix an appropriate local heading to their letters, and add thereto the date. — [793, 309, 940, 337]
paragraph: FOR MELBOURNE.—Claud Hamilton, 19th inst.; Albion, 24th; Tararua, 27th. — [481, 831, 628, 850]
divider — [177, 703, 308, 704]
heading: RICHARD WILLIAMS, ANDREW M'BEATH, Trustees. — [481, 706, 628, 725]
paragraph: I hereby give notice that I have applied to the Warden for a lease of unsurveyed land for agricultural purposes, situate at and being sections 1 and 2, block XI., Waitahuna Flat, comprising 109 acres, or thereabouts; and that the said application will be heard at the Warden's Office, Lawrence, on December 10. — [169, 869, 316, 934]
heading: PUBLIC NOTICE. — [203, 217, 282, 227]
divider — [177, 391, 308, 392]
paragraph: will sell by public auction, on the above date, at Mr. P. Lyng's, Ross Place, Household Furniture, consisting of bedsteads, bedding, tables, chairs, sofas, &c., &c. — [12, 76, 160, 113]
paragraph: Store Cattle.—At our sale on the 17th inst., good steers brought £4 5s per head; inferior do., £3 10s; heifers, from £2 to £4. — [793, 120, 940, 149]
